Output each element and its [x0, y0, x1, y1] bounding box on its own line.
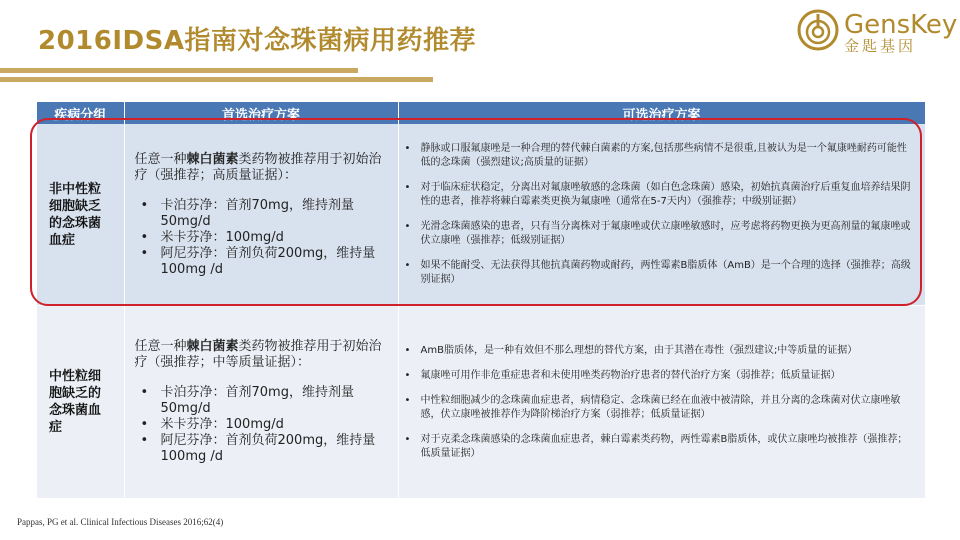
alternative-item: • 中性粒细胞减少的念珠菌血症患者，病情稳定、念珠菌已经在血液中被清除，并且分离的念珠菌对伏立康唑敏感，伏立康唑被推荐作为降阶梯治疗方案（弱推荐；低质量证据）: [421, 394, 917, 422]
disease-group-cell: 中性粒细胞缺乏的念珠菌血症: [37, 306, 124, 499]
drug-item: • 卡泊芬净：首剂70mg，维持剂量50mg/d: [161, 198, 390, 230]
column-header-preferred: 首选治疗方案: [124, 102, 398, 124]
preferred-therapy-cell: [124, 124, 398, 306]
alternative-therapy-cell: [398, 124, 925, 306]
preferred-intro: [135, 339, 390, 371]
preferred-intro-pre: 任意一种: [134, 339, 187, 354]
logo-brand-cn: 金匙基因: [844, 37, 917, 55]
logo-brand-en: GensKey: [844, 10, 958, 40]
title-underline-bottom: [0, 77, 433, 82]
drug-list: [135, 198, 390, 278]
alternative-item: • 氟康唑可用作非危重症患者和未使用唑类药物治疗患者的替代治疗方案（弱推荐；低质量证据）: [421, 369, 917, 383]
column-header-group: 疾病分组: [37, 102, 124, 124]
drug-item: • 阿尼芬净：首剂负荷200mg，维持量 100mg /d: [161, 433, 390, 465]
alternative-item: • 静脉或口服氟康唑是一种合理的替代棘白菌素的方案,包括那些病情不是很重,且被认为是一个氟康唑耐药可能性低的念珠菌（强烈建议;高质量的证据）: [421, 142, 917, 170]
table-row: [37, 124, 925, 306]
preferred-intro-bold: 棘白菌素: [186, 339, 239, 354]
preferred-intro-post: 类药物被推荐用于初始治疗（强推荐；高质量证据）：: [134, 151, 382, 183]
alternative-item: • 对于临床症状稳定，分离出对氟康唑敏感的念珠菌（如白色念珠菌）感染，初始抗真菌治疗后重复血培养结果阴性的患者，推荐将棘白霉素类更换为氟康唑（通常在5-7天内）（强推荐；中级别证据）: [421, 181, 917, 209]
drug-item: • 米卡芬净：100mg/d: [161, 417, 390, 433]
column-header-alternative: 可选治疗方案: [398, 102, 925, 124]
preferred-intro: [135, 152, 390, 184]
alternative-item: • 如果不能耐受、无法获得其他抗真菌药物或耐药，两性霉素B脂质体（AmB）是一个合理的选择（强推荐；高级别证据）: [421, 259, 917, 287]
preferred-intro-bold: 棘白菌素: [186, 151, 239, 167]
drug-item: • 阿尼芬净：首剂负荷200mg，维持量 100mg /d: [161, 246, 390, 278]
alternative-item: • 光滑念珠菌感染的患者，只有当分离株对于氟康唑或伏立康唑敏感时，应考虑将药物更换为更高剂量的氟康唑或伏立康唑（强推荐；低级别证据）: [421, 220, 917, 248]
preferred-intro-pre: 任意一种: [134, 151, 187, 167]
alternative-list: [403, 142, 917, 287]
drug-item: • 米卡芬净：100mg/d: [161, 230, 390, 246]
genskey-logo-icon: [796, 8, 840, 52]
alternative-item: • AmB脂质体，是一种有效但不那么理想的替代方案，由于其潜在毒性（强烈建议;中等质量的证据）: [421, 344, 917, 358]
page-title: 2016IDSA指南对念珠菌病用药推荐: [38, 26, 476, 56]
preferred-therapy-cell: [124, 306, 398, 499]
recommendation-table: [37, 102, 926, 499]
drug-item: • 卡泊芬净：首剂70mg，维持剂量50mg/d: [161, 385, 390, 417]
alternative-therapy-cell: [398, 306, 925, 499]
preferred-intro-post: 类药物被推荐用于初始治疗（强推荐；中等质量证据）：: [134, 339, 382, 370]
alternative-list: [403, 344, 917, 461]
table-row: [37, 306, 925, 499]
title-underline-top: [0, 68, 358, 73]
drug-list: [135, 385, 390, 465]
table-header-row: [37, 102, 925, 124]
genskey-logo: [796, 8, 958, 55]
reference-citation: Pappas, PG et al. Clinical Infectious Diseases 2016;62(4): [17, 517, 224, 527]
disease-group-cell: 非中性粒细胞缺乏的念珠菌血症: [37, 124, 124, 306]
alternative-item: • 对于克柔念珠菌感染的念珠菌血症患者，棘白霉素类药物，两性霉素B脂质体，或伏立康唑均被推荐（强推荐；低质量证据）: [421, 433, 917, 461]
